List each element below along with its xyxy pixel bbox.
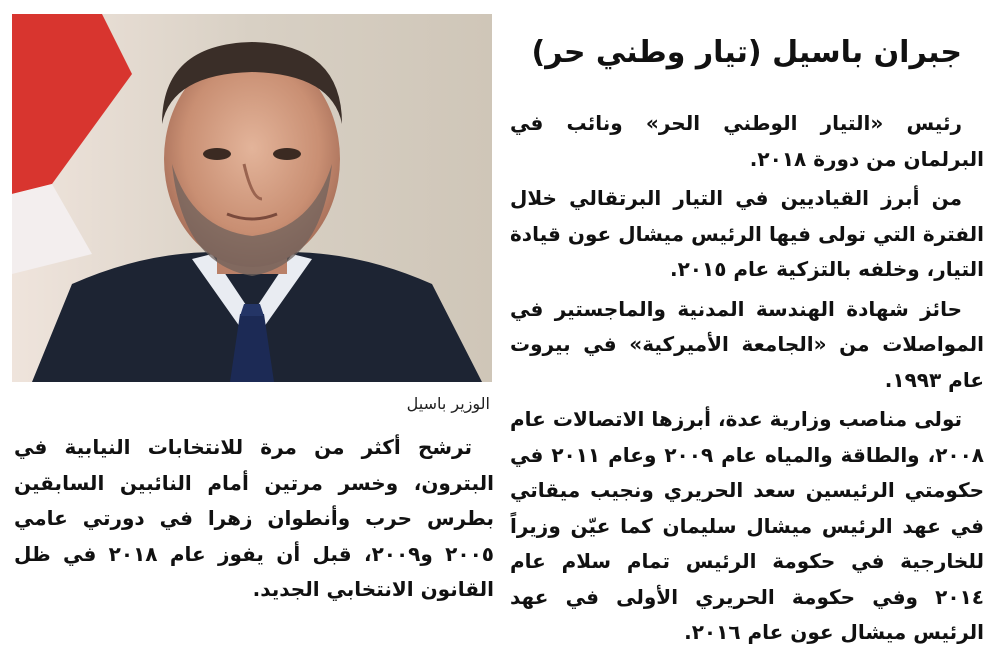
biography-column [510, 106, 984, 655]
paragraph: حائز شهادة الهندسة المدنية والماجستير في المواصلات من «الجامعة الأميركية» في بيروت عام ١٩٩٣. [510, 296, 984, 392]
paragraph: ترشح أكثر من مرة للانتخابات النيابية في البترون، وخسر مرتين أمام النائبين السابقين بطرس حرب وأنطوان زهرا في دورتي عامي ٢٠٠٥ و٢٠٠٩، قبل أن يفوز عام ٢٠١٨ في ظل القانون الانتخابي الجديد. [14, 435, 494, 601]
elections-column [14, 430, 494, 608]
paragraph: رئيس «التيار الوطني الحر» ونائب في البرلمان من دورة ٢٠١٨. [510, 111, 984, 171]
portrait-photo [12, 14, 492, 382]
paragraph: تولى مناصب وزارية عدة، أبرزها الاتصالات عام ٢٠٠٨، والطاقة والمياه عام ٢٠٠٩ وعام ٢٠١١ في حكومتي الرئيسين سعد الحريري ونجيب ميقاتي في عهد الرئيس ميشال سليمان كما عيّن وزيراً للخارجية في حكومة الرئيس تمام سلام عام ٢٠١٤ وفي حكومة الحريري الأولى في عهد الرئيس ميشال عون عام ٢٠١٦. [510, 407, 985, 644]
page-title: جبران باسيل (تيار وطني حر) [531, 35, 962, 70]
paragraph: من أبرز القياديين في التيار البرتقالي خلال الفترة التي تولى فيها الرئيس ميشال عون قيادة التيار، وخلفه بالتزكية عام ٢٠١٥. [510, 186, 984, 281]
photo-caption: الوزير باسيل [406, 394, 490, 413]
